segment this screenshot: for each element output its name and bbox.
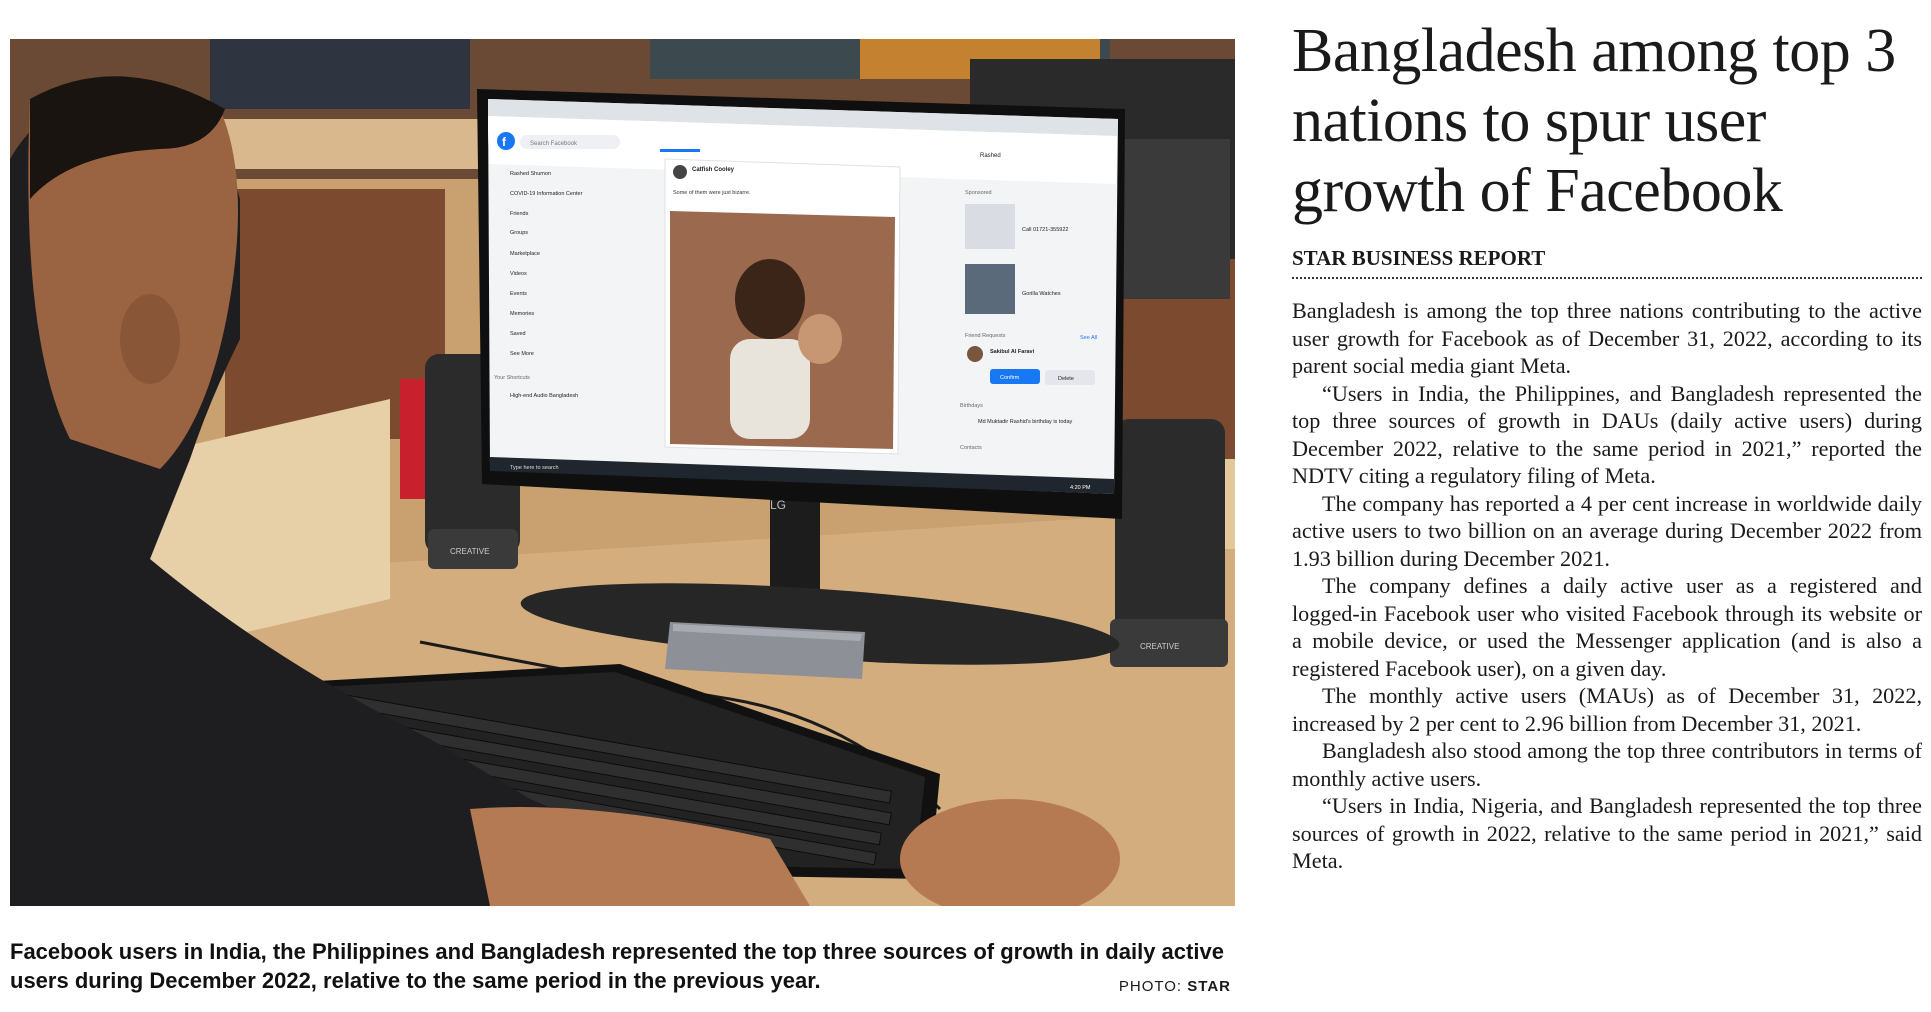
fb-menu-item: Videos (510, 271, 527, 277)
credit-prefix: PHOTO: (1118, 978, 1183, 995)
fb-friend-requests-label: Friend Requests (965, 333, 1006, 339)
caption-text: Facebook users in India, the Philippines and Bangladesh represented the top three sources of growth in daily active users during December 2022, relative to the same period in the previous year. (10, 939, 1224, 993)
fb-menu-item: Saved (510, 331, 526, 337)
photo-illustration (10, 39, 1235, 906)
article-paragraph: The company defines a daily active user as a registered and logged-in Facebook user who visited Facebook through its website or a mobile device, or used the Messenger application (and is also a registered Facebook user), on a given day. (1292, 573, 1922, 681)
fb-menu-item: See More (510, 351, 534, 357)
fb-menu-item: Events (510, 291, 527, 297)
fb-post-text: Some of them were just bizarre. (673, 190, 751, 196)
svg-text:f: f (502, 135, 506, 149)
fb-birthdays-label: Birthdays (960, 403, 983, 409)
monitor-brand: LG (770, 498, 787, 512)
fb-birthday-text: Md Muktadir Rashid's birthday is today (978, 419, 1073, 425)
fb-friend-name: Sakibul Al Faravi (990, 349, 1035, 355)
fb-sponsored-label: Sponsored (965, 190, 992, 196)
fb-ad-2: Gorilla Watches (1022, 291, 1061, 297)
fb-confirm: Confirm (1000, 375, 1020, 381)
article-photo (10, 39, 1235, 906)
fb-shortcut: High-end Audio Bangladesh (510, 393, 579, 399)
fb-delete: Delete (1058, 376, 1074, 382)
fb-user-name: Rashed Shumon (510, 171, 551, 177)
taskbar-search: Type here to search (510, 465, 559, 471)
article-paragraph: The company has reported a 4 per cent increase in worldwide daily active users to two billion on an average during December 2022 from 1.93 billion during December 2021. (1292, 490, 1922, 571)
photo-credit (1119, 978, 1231, 995)
taskbar-clock: 4:20 PM (1070, 485, 1091, 491)
article-paragraph: “Users in India, Nigeria, and Bangladesh represented the top three sources of growth in 2022, relative to the same period in 2021,” said Meta. (1292, 793, 1922, 873)
credit-name: STAR (1187, 978, 1231, 995)
article-paragraph: “Users in India, the Philippines, and Bangladesh represented the top three sources of growth in DAUs (daily active users) during December 2022, relative to the same period in 2021,” reported the NDTV citing a regulatory filing of Meta. (1292, 380, 1922, 488)
speaker-brand-left: CREATIVE (450, 547, 490, 556)
fb-post-author: Catfish Cooley (692, 167, 735, 173)
fb-menu-item: Groups (510, 230, 529, 236)
fb-shortcuts-label: Your Shortcuts (494, 375, 530, 381)
fb-user-short: Rashed (980, 153, 1001, 159)
fb-contacts-label: Contacts (960, 445, 982, 451)
fb-search: Search Facebook (530, 141, 578, 147)
fb-menu-item: COVID-19 Information Center (510, 191, 583, 197)
fb-menu-item: Marketplace (510, 251, 540, 257)
article-paragraph: Bangladesh is among the top three nations contributing to the active user growth for Facebook as of December 31, 2022, according to its parent social media giant Meta. (1292, 298, 1922, 378)
article-paragraph: The monthly active users (MAUs) as of December 31, 2022, increased by 2 per cent to 2.96 billion from December 31, 2021. (1292, 683, 1922, 736)
headline: Bangladesh among top 3 nations to spur user growth of Facebook (1292, 17, 1896, 225)
photo-caption (10, 937, 1225, 995)
fb-ad-1: Call 01721-355922 (1022, 227, 1069, 233)
fb-menu-item: Friends (510, 211, 529, 217)
speaker-brand-right: CREATIVE (1140, 642, 1180, 651)
fb-see-all: See All (1080, 335, 1098, 341)
article-paragraph: Bangladesh also stood among the top three contributors in terms of monthly active users. (1292, 738, 1922, 791)
byline: STAR BUSINESS REPORT (1292, 246, 1922, 279)
fb-menu-item: Memories (510, 311, 535, 317)
article-body (1292, 297, 1922, 875)
